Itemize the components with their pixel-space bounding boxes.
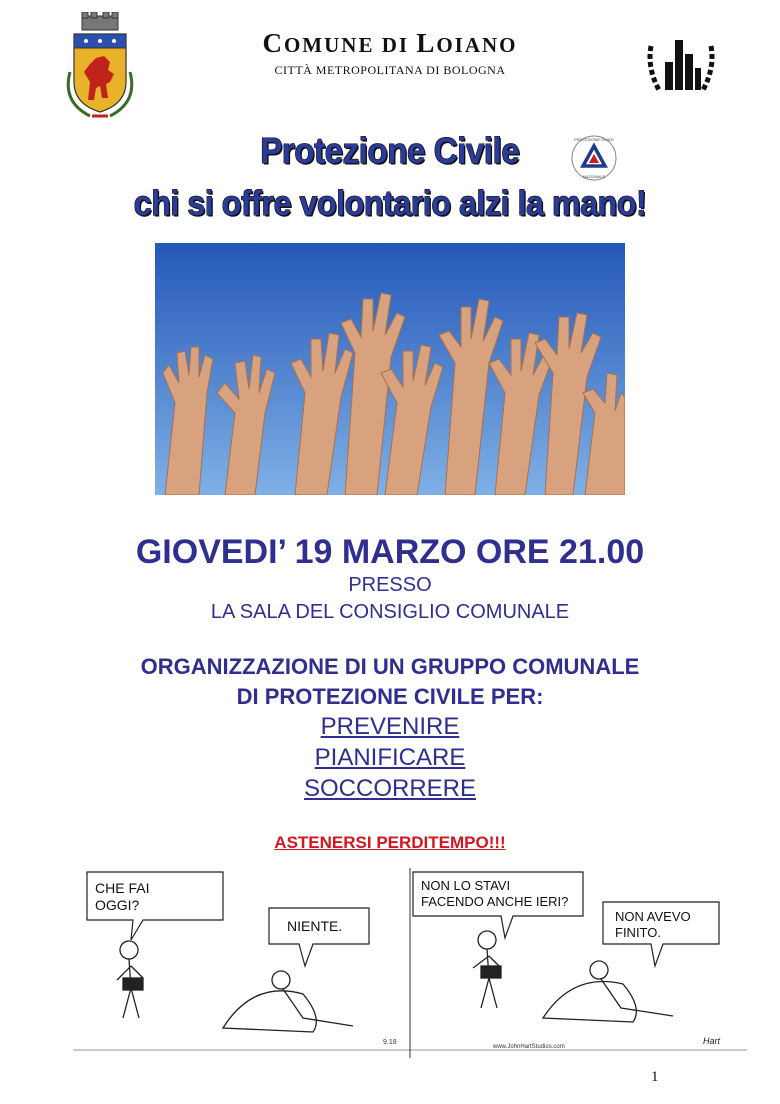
bubble-4-line2: FINITO. (615, 925, 661, 940)
event-date: GIOVEDI’ 19 MARZO ORE 21.00 (135, 533, 645, 571)
svg-text:NAZIONALE: NAZIONALE (582, 174, 606, 179)
comune-name: COMUNE DI LOIANO (262, 28, 518, 58)
event-presso: PRESSO (348, 574, 432, 596)
organization-line1: ORGANIZZAZIONE DI UN GRUPPO COMUNALE (140, 654, 640, 679)
bubble-4-line1: NON AVEVO (615, 909, 691, 924)
headline-line1: Protezione Civile (260, 130, 520, 171)
comic-strip (73, 868, 747, 1058)
goal-pianificare: PIANIFICARE (314, 744, 466, 771)
event-details (0, 533, 780, 853)
coat-of-arms-icon (60, 12, 140, 122)
bubble-3-line1: NON LO STAVI (421, 878, 511, 893)
comic-credit: www.JohnHartStudios.com (493, 1044, 565, 1050)
event-location: LA SALA DEL CONSIGLIO COMUNALE (210, 601, 570, 623)
bubble-1-line1: CHE FAI (95, 880, 150, 896)
towers-emblem-icon (645, 28, 717, 100)
comic-signature: Hart (703, 1036, 721, 1046)
headline-line2: chi si offre volontario alzi la mano! (133, 184, 647, 223)
bubble-2-text: NIENTE. (287, 918, 343, 934)
raised-hands-photo (155, 243, 625, 495)
protezione-civile-logo-icon (570, 134, 618, 182)
warning-text: ASTENERSI PERDITEMPO!!! (274, 833, 506, 852)
comic-date-mark: 9.18 (383, 1039, 397, 1046)
goal-prevenire: PREVENIRE (320, 713, 460, 740)
svg-text:PROTEZIONE CIVILE: PROTEZIONE CIVILE (574, 137, 614, 142)
bubble-1-line2: OGGI? (95, 897, 140, 913)
flyer-headline (0, 130, 780, 224)
page-header (0, 0, 780, 130)
metro-city-subtitle: CITTÀ METROPOLITANA DI BOLOGNA (274, 63, 506, 77)
goal-soccorrere: SOCCORRERE (303, 775, 477, 802)
page-number: 1 (651, 1069, 659, 1085)
organization-line2: DI PROTEZIONE CIVILE PER: (236, 684, 544, 709)
municipality-title (180, 28, 600, 78)
bubble-3-line2: FACENDO ANCHE IERI? (421, 894, 569, 909)
